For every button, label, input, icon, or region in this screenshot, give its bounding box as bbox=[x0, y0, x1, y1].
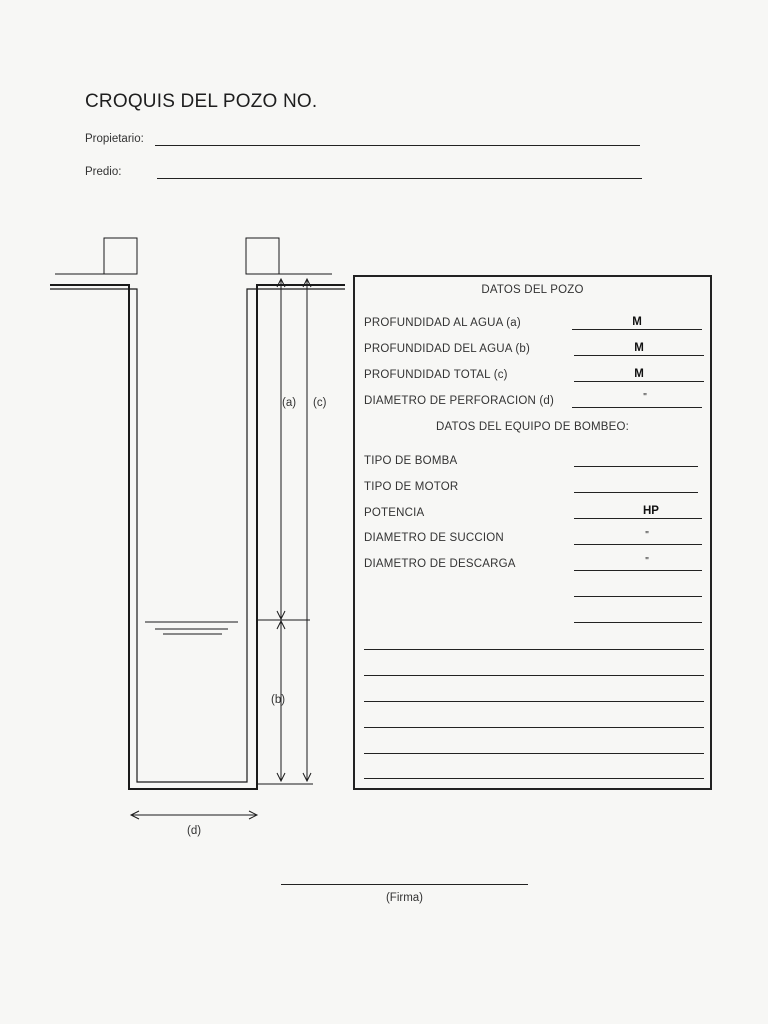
label-b: (b) bbox=[271, 694, 286, 706]
property-label: Predio: bbox=[85, 166, 122, 178]
label-a: (a) bbox=[282, 397, 297, 409]
notes-line[interactable] bbox=[364, 701, 704, 702]
depth-to-water-field[interactable] bbox=[572, 329, 702, 330]
row-unit: M bbox=[632, 316, 642, 328]
total-depth-field[interactable] bbox=[574, 381, 704, 382]
label-d: (d) bbox=[187, 825, 202, 837]
row-unit: " bbox=[643, 392, 647, 403]
row-label: DIAMETRO DE DESCARGA bbox=[364, 558, 516, 570]
drill-diameter-field[interactable] bbox=[572, 407, 702, 408]
row-label: TIPO DE BOMBA bbox=[364, 455, 458, 467]
notes-line[interactable] bbox=[364, 778, 704, 779]
notes-line[interactable] bbox=[364, 727, 704, 728]
owner-label: Propietario: bbox=[85, 133, 144, 145]
row-label: PROFUNDIDAD AL AGUA (a) bbox=[364, 317, 521, 329]
row-label: PROFUNDIDAD TOTAL (c) bbox=[364, 369, 508, 381]
row-label: PROFUNDIDAD DEL AGUA (b) bbox=[364, 343, 531, 355]
blank-field[interactable] bbox=[574, 596, 702, 597]
power-field[interactable] bbox=[574, 518, 702, 519]
row-label: DIAMETRO DE PERFORACION (d) bbox=[364, 395, 555, 407]
row-label: DIAMETRO DE SUCCION bbox=[364, 532, 504, 544]
pump-data-title: DATOS DEL EQUIPO DE BOMBEO: bbox=[435, 421, 630, 433]
pump-type-field[interactable] bbox=[574, 466, 698, 467]
form-title: CROQUIS DEL POZO NO. bbox=[85, 91, 318, 112]
suction-diameter-field[interactable] bbox=[574, 544, 702, 545]
notes-line[interactable] bbox=[364, 649, 704, 650]
label-c: (c) bbox=[313, 397, 327, 409]
motor-type-field[interactable] bbox=[574, 492, 698, 493]
row-unit: " bbox=[645, 556, 649, 567]
discharge-diameter-field[interactable] bbox=[574, 570, 702, 571]
row-label: TIPO DE MOTOR bbox=[364, 481, 459, 493]
row-unit: HP bbox=[643, 505, 659, 517]
notes-line[interactable] bbox=[364, 675, 704, 676]
notes-line[interactable] bbox=[364, 753, 704, 754]
well-data-title: DATOS DEL POZO bbox=[481, 284, 584, 296]
blank-field[interactable] bbox=[574, 622, 702, 623]
signature-line[interactable] bbox=[281, 884, 528, 885]
signature-label: (Firma) bbox=[385, 892, 424, 904]
row-label: POTENCIA bbox=[364, 507, 425, 519]
row-unit: " bbox=[645, 530, 649, 541]
row-unit: M bbox=[634, 368, 644, 380]
water-depth-field[interactable] bbox=[574, 355, 704, 356]
row-unit: M bbox=[634, 342, 644, 354]
